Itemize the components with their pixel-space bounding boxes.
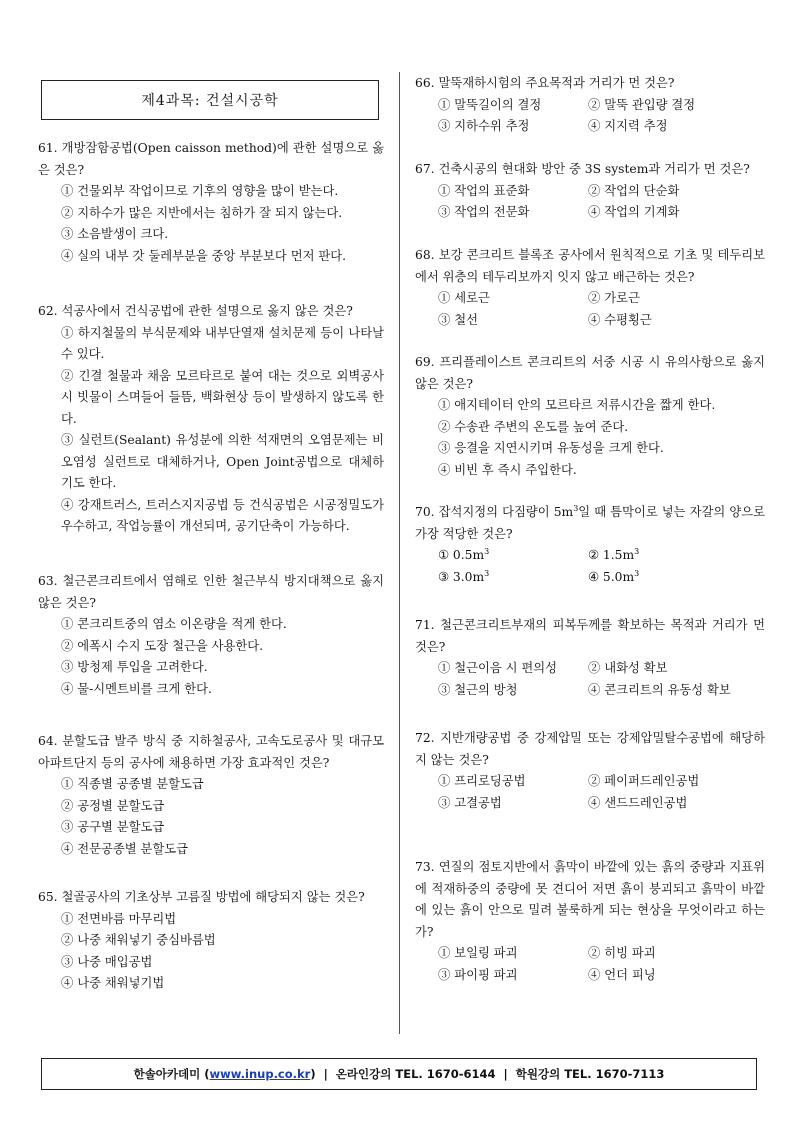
question-71-option-1[interactable]: ① 철근이음 시 편의성 [438,661,558,675]
question-70-stem [415,502,765,545]
question-70-option-4-base: ④ 5.0m [588,569,635,584]
question-71-option-2[interactable]: ② 내화성 확보 [588,661,668,675]
question-71-option-3[interactable]: ③ 철근의 방청 [438,682,518,697]
subject-title: 제4과목: 건설시공학 [141,93,279,109]
question-62-option-2[interactable]: ② 긴결 철물과 채움 모르타르로 붙여 대는 것으로 외벽공사 시 빗물이 스며들어 들뜸, 백화현상 등이 발생하지 않도록 한다. [61,368,384,426]
question-73-option-1[interactable]: ① 보일링 파괴 [438,946,518,960]
question-61-option-2[interactable]: ② 지하수가 많은 지반에서는 침하가 잘 되지 않는다. [61,205,343,220]
question-62-stem: 62. 석공사에서 건식공법에 관한 설명으로 옳지 않은 것은? [38,304,353,318]
question-63-option-1[interactable]: ① 콘크리트중의 염소 이온량을 적게 한다. [61,617,287,631]
question-63-option-3[interactable]: ③ 방청제 투입을 고려한다. [61,660,208,674]
question-61-option-1[interactable]: ① 건물외부 작업이므로 기후의 영향을 많이 받는다. [61,184,339,198]
question-66-option-2[interactable]: ② 말뚝 관입량 결정 [588,97,696,112]
question-63 [38,571,384,700]
question-71-option-4[interactable]: ④ 콘크리트의 유동성 확보 [588,682,731,697]
question-67-option-1[interactable]: ① 작업의 표준화 [438,183,530,198]
question-69-option-1[interactable]: ① 애지테이터 안의 모르타르 저류시간을 짧게 한다. [438,398,716,412]
question-67-option-3[interactable]: ③ 작업의 전문화 [438,205,530,219]
question-66-option-3[interactable]: ③ 지하수위 추정 [438,119,530,133]
question-73-option-3[interactable]: ③ 파이핑 파괴 [438,967,518,982]
question-65-option-4[interactable]: ④ 나중 채워넣기법 [61,976,165,990]
page-footer [41,1058,757,1090]
question-64-option-3[interactable]: ③ 공구별 분할도급 [61,820,165,834]
question-62-option-3[interactable]: ③ 실런트(Sealant) 유성분에 의한 석재면의 오염문제는 비오염성 실런트로 대체하거나, Open Joint공법으로 대체하기도 한다. [61,433,384,490]
question-68-stem: 68. 보강 콘크리트 블록조 공사에서 원칙적으로 기초 및 테두리보에서 위층의 테두리보까지 잇지 않고 배근하는 것은? [415,248,765,284]
question-70-stem-post: 일 때 틈막이로 넣는 자갈의 양으로 가장 적당한 것은? [415,505,765,541]
question-64-option-4[interactable]: ④ 전문공종별 분할도급 [61,841,189,856]
question-70-option-4[interactable] [588,567,738,589]
question-62-option-1[interactable]: ① 하지철물의 부식문제와 내부단열재 설치문제 등이 나타날 수 있다. [61,325,384,361]
question-61 [38,138,384,267]
question-70-stem-sup: 3 [573,503,579,513]
question-68 [415,245,765,331]
question-65-option-2[interactable]: ② 나중 채워넣기 중심바름법 [61,933,216,947]
question-70 [415,502,765,588]
question-73-stem: 73. 연질의 점토지반에서 흙막이 바깥에 있는 흙의 중량과 지표위에 적재하중의 중량에 못 견디어 저면 흙이 붕괴되고 흙막이 바깥에 있는 흙이 안으로 밀려 불룩하게 되는 현상을 무엇이라고 하는가? [415,860,765,939]
question-67-option-2[interactable]: ② 작업의 단순화 [588,183,680,198]
question-70-option-3-base: ③ 3.0m [438,569,485,584]
question-72-option-3[interactable]: ③ 고결공법 [438,795,502,810]
question-70-option-3-sup: 3 [484,568,490,578]
column-divider [399,72,400,1034]
question-70-option-2[interactable] [588,545,738,567]
question-69 [415,352,765,481]
question-69-stem: 69. 프리플레이스트 콘크리트의 서중 시공 시 유의사항으로 옳지 않은 것은? [415,355,765,391]
question-61-stem: 61. 개방잠함공법(Open caisson method)에 관한 설명으로 옳은 것은? [38,141,384,177]
question-70-option-2-base: ② 1.5m [588,548,635,562]
question-63-option-2[interactable]: ② 에폭시 수지 도장 철근을 사용한다. [61,638,264,653]
question-64 [38,731,384,860]
question-69-option-4[interactable]: ④ 비빈 후 즉시 주입한다. [438,462,577,477]
question-71 [415,615,765,701]
question-73-option-2[interactable]: ② 히빙 파괴 [588,946,656,960]
question-61-option-4[interactable]: ④ 실의 내부 갓 둘레부분을 중앙 부분보다 먼저 판다. [61,248,347,263]
question-62 [38,301,384,538]
question-63-option-4[interactable]: ④ 물-시멘트비를 크게 한다. [61,681,212,696]
question-70-option-1-base: ① 0.5m [438,548,485,562]
question-66-option-4[interactable]: ④ 지지력 추정 [588,119,668,133]
question-67-stem: 67. 건축시공의 현대화 방안 중 3S system과 거리가 먼 것은? [415,162,750,176]
question-61-option-3[interactable]: ③ 소음발생이 크다. [61,227,169,241]
question-64-option-1[interactable]: ① 직종별 공종별 분할도급 [61,777,204,791]
question-67-option-4[interactable]: ④ 작업의 기계화 [588,205,680,219]
question-70-option-1[interactable] [438,545,588,567]
question-72-option-4[interactable]: ④ 샌드드레인공법 [588,795,688,810]
question-66-stem: 66. 말뚝재하시험의 주요목적과 거리가 먼 것은? [415,76,675,90]
question-72-option-2[interactable]: ② 페이퍼드레인공법 [588,774,700,788]
footer-website-link[interactable]: www.inup.co.kr [209,1067,311,1081]
question-66 [415,73,765,138]
question-68-option-4[interactable]: ④ 수평횡근 [588,312,652,327]
question-67 [415,159,765,224]
question-73 [415,857,765,986]
question-70-stem-pre: 70. 잡석지정의 다짐량이 5m [415,505,574,519]
question-70-option-1-sup: 3 [484,546,490,556]
question-72-stem: 72. 지반개량공법 중 강제압밀 또는 강제압밀탈수공법에 해당하지 않는 것은? [415,731,765,767]
question-69-option-3[interactable]: ③ 응결을 지연시키며 유동성을 크게 한다. [438,441,664,455]
question-62-option-4[interactable]: ④ 강재트러스, 트러스지지공법 등 건식공법은 시공정밀도가 우수하고, 작업능률이 개선되며, 공기단축이 가능하다. [61,497,384,533]
question-65-option-3[interactable]: ③ 나중 매입공법 [61,954,153,969]
question-70-option-2-sup: 3 [634,546,640,556]
question-63-stem: 63. 철근콘크리트에서 염해로 인한 철근부식 방지대책으로 옳지 않은 것은? [38,574,384,610]
question-72 [415,728,765,814]
question-73-option-4[interactable]: ④ 언더 피닝 [588,967,656,982]
question-65 [38,887,384,995]
question-70-option-3[interactable] [438,567,588,589]
footer-org: 한솔아카데미 ( [133,1067,210,1081]
question-66-option-1[interactable]: ① 말뚝길이의 결정 [438,97,542,112]
question-68-option-2[interactable]: ② 가로근 [588,291,640,305]
question-68-option-3[interactable]: ③ 철선 [438,312,478,327]
question-65-stem: 65. 철골공사의 기초상부 고름질 방법에 해당되지 않는 것은? [38,890,365,904]
question-69-option-2[interactable]: ② 수송관 주변의 온도를 높여 준다. [438,419,629,434]
question-71-stem: 71. 철근콘크리트부재의 피복두께를 확보하는 목적과 거리가 먼 것은? [415,618,765,654]
question-64-stem: 64. 분할도급 발주 방식 중 지하철공사, 고속도로공사 및 대규모 아파트단지 등의 공사에 채용하면 가장 효과적인 것은? [38,734,384,770]
subject-title-box [41,80,379,120]
footer-contact: ) | 온라인강의 TEL. 1670-6144 | 학원강의 TEL. 1670-7113 [310,1067,665,1081]
question-72-option-1[interactable]: ① 프리로딩공법 [438,774,526,788]
question-68-option-1[interactable]: ① 세로근 [438,291,490,305]
question-65-option-1[interactable]: ① 전면바름 마무리법 [61,911,177,926]
question-70-option-4-sup: 3 [634,568,640,578]
question-64-option-2[interactable]: ② 공정별 분할도급 [61,798,165,813]
